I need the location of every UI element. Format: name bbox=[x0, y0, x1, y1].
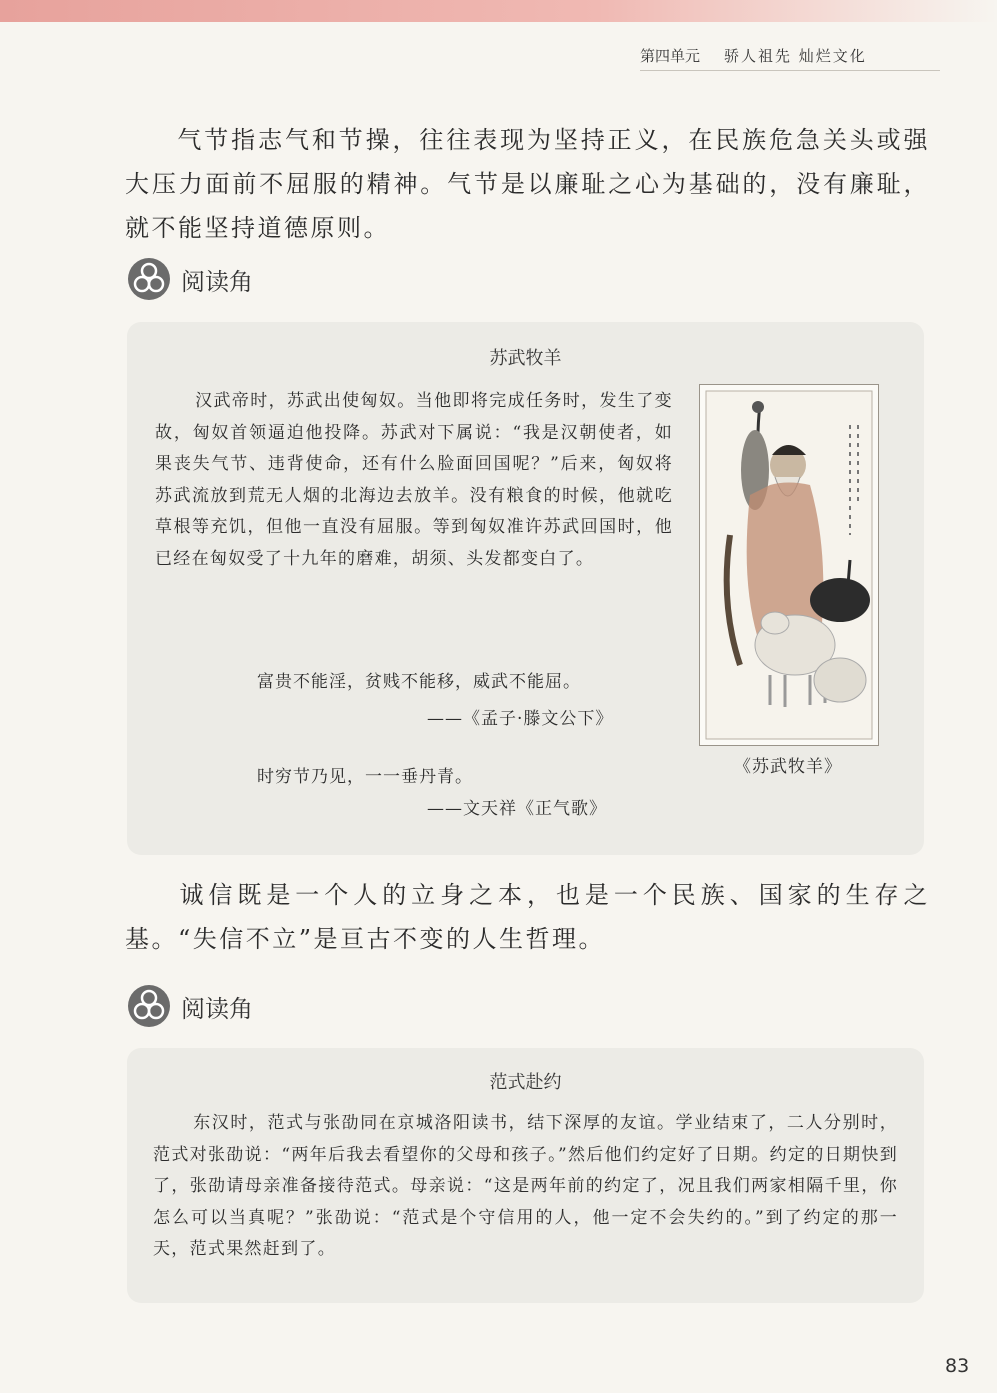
unit-label: 第四单元 bbox=[640, 46, 701, 65]
reading-box-su-wu bbox=[127, 322, 924, 855]
story-title-su-wu: 苏武牧羊 bbox=[489, 348, 562, 369]
su-wu-painting bbox=[699, 384, 879, 746]
story-text-fan-shi-content: 东汉时，范式与张劭同在京城洛阳读书，结下深厚的友谊。学业结束了，二人分别时，范式对张劭说：“两年后我去看望你的父母和孩子。”然后他们约定好了日期。约定的日期快到了，张劭请母亲准备接待范式。母亲说：“这是两年前的约定了，况且我们两家相隔千里，你怎么可以当真呢？”张劭说：“范式是个守信用的人，他一定不会失约的。”到了约定的那一天，范式果然赶到了。 bbox=[153, 1113, 898, 1259]
quote-wen-tianxiang: 时穷节乃见，一一垂丹青。 bbox=[257, 767, 473, 787]
quote-mencius-source: ——《孟子·滕文公下》 bbox=[427, 709, 614, 729]
story-text-su-wu bbox=[155, 386, 673, 575]
paragraph-honesty-text: 诚信既是一个人的立身之本，也是一个民族、国家的生存之基。“失信不立”是亘古不变的人生哲理。 bbox=[125, 881, 930, 953]
reading-corner-icon bbox=[127, 984, 171, 1028]
reading-box-fan-shi bbox=[127, 1048, 924, 1303]
reading-corner-icon bbox=[127, 257, 171, 301]
reading-corner-label: 阅读角 bbox=[181, 994, 253, 1023]
reading-corner-heading-2 bbox=[127, 983, 253, 1029]
quote-wen-tianxiang-source: ——文天祥《正气歌》 bbox=[427, 799, 607, 819]
paragraph-integrity bbox=[125, 118, 930, 250]
story-text-fan-shi bbox=[153, 1108, 898, 1266]
paragraph-integrity-text: 气节指志气和节操，往往表现为坚持正义，在民族危急关头或强大压力面前不屈服的精神。气节是以廉耻之心为基础的，没有廉耻，就不能坚持道德原则。 bbox=[125, 126, 930, 242]
story-title-fan-shi: 范式赴约 bbox=[489, 1072, 562, 1093]
reading-corner-heading-1 bbox=[127, 256, 253, 302]
story-text-su-wu-content: 汉武帝时，苏武出使匈奴。当他即将完成任务时，发生了变故，匈奴首领逼迫他投降。苏武对下属说：“我是汉朝使者，如果丧失气节、违背使命，还有什么脸面回国呢？”后来，匈奴将苏武流放到荒无人烟的北海边去放羊。没有粮食的时候，他就吃草根等充饥，但他一直没有屈服。等到匈奴准许苏武回国时，他已经在匈奴受了十九年的磨难，胡须、头发都变白了。 bbox=[155, 391, 673, 569]
unit-title: 骄人祖先 灿烂文化 bbox=[724, 46, 867, 65]
quote-mencius: 富贵不能淫，贫贱不能移，威武不能屈。 bbox=[257, 672, 581, 692]
painting-caption: 《苏武牧羊》 bbox=[734, 757, 842, 777]
running-header bbox=[640, 40, 940, 71]
su-wu-painting-illustration bbox=[700, 385, 878, 745]
reading-corner-label: 阅读角 bbox=[181, 267, 253, 296]
top-color-band bbox=[0, 0, 997, 22]
paragraph-honesty bbox=[125, 873, 930, 961]
page-number: 83 bbox=[945, 1355, 970, 1377]
